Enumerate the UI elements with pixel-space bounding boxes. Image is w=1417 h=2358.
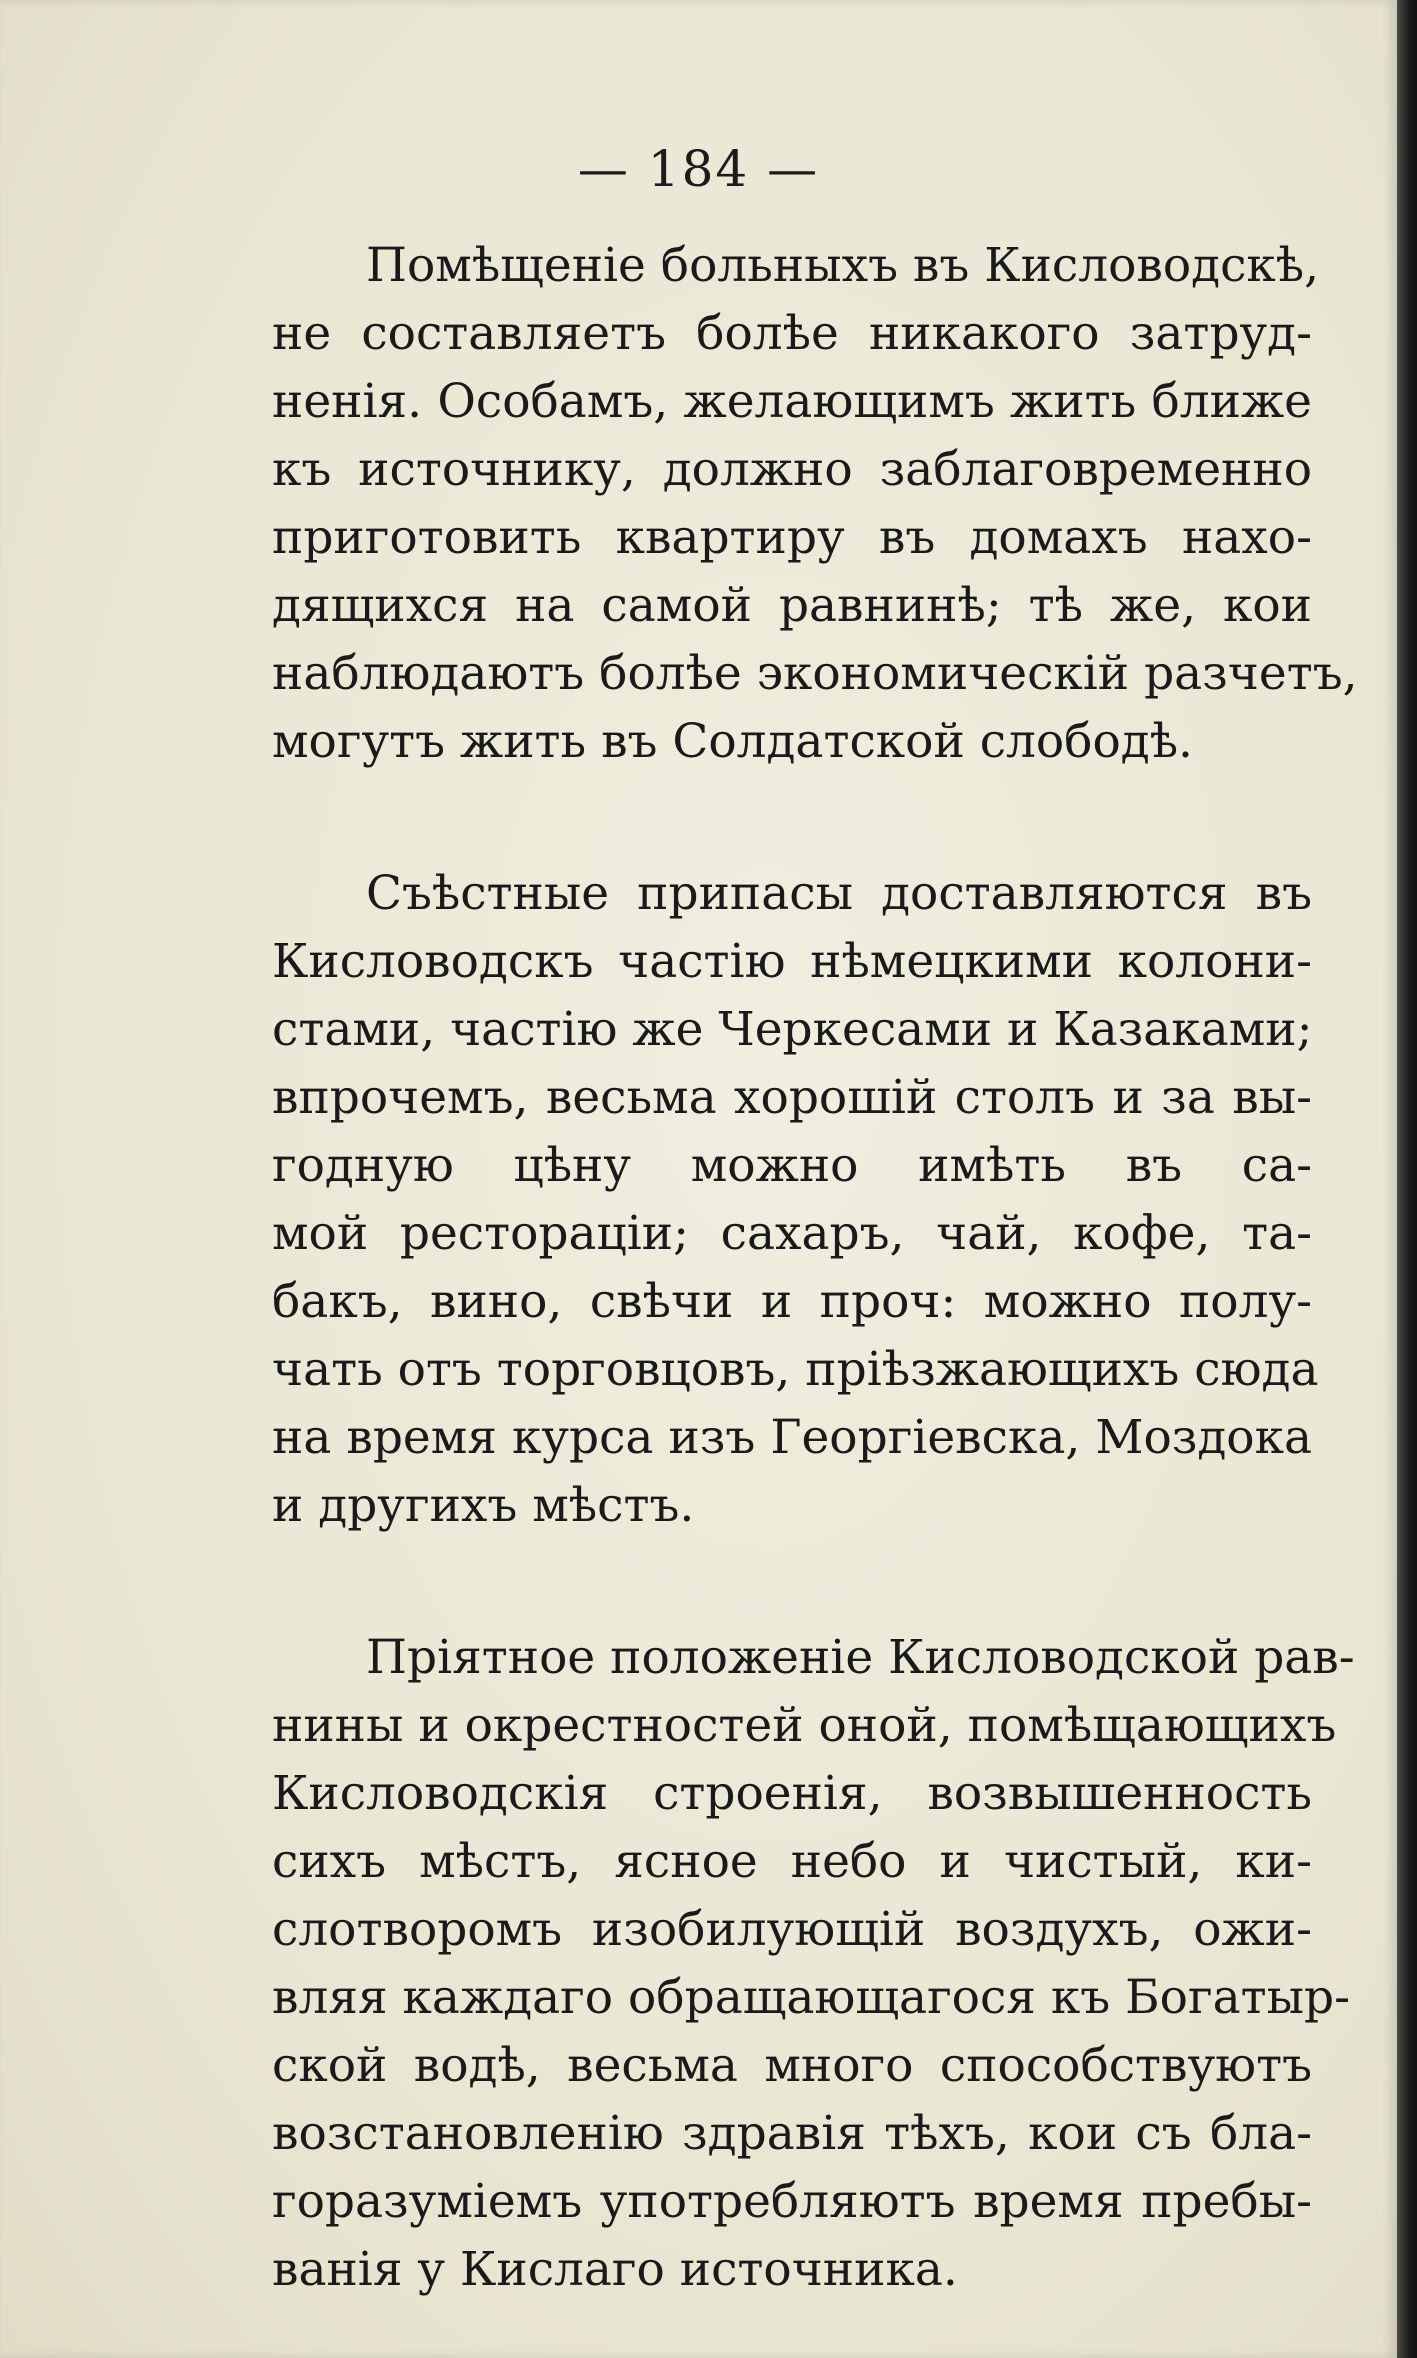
text-line: на время курса изъ Георгіевска, Моздока [272,1410,1312,1465]
text-line: горазуміемъ употребляютъ время пребы- [272,2174,1312,2229]
text-line: мой ресторацiи; сахаръ, чай, кофе, та- [272,1206,1312,1261]
paragraph [272,1624,1355,2304]
text-line: Кисловодскія строенія, возвышенность [272,1766,1312,1821]
paragraph [272,232,1358,776]
text-line: бакъ, вино, свѣчи и проч: можно полу- [272,1274,1312,1329]
text-line: чать отъ торговцовъ, пріѣзжающихъ сюда [272,1342,1319,1397]
text-line: и другихъ мѣстъ. [272,1478,695,1533]
text-line: къ источнику, должно заблаговременно [272,442,1312,497]
text-line: Помѣщеніе больныхъ въ Кисловодскѣ, [366,238,1320,293]
text-line: ненія. Особамъ, желающимъ жить ближе [272,374,1312,429]
text-line: дящихся на самой равнинѣ; тѣ же, кои [272,578,1312,633]
text-line: приготовить квартиру въ домахъ нахо- [272,510,1312,565]
text-line: годную цѣну можно имѣть въ са- [272,1138,1312,1193]
text-line: не составляетъ болѣе никакого затруд- [272,306,1312,361]
text-line: нины и окрестностей оной, помѣщающихъ [272,1698,1337,1753]
text-line: стами, частію же Черкесами и Казаками; [272,1002,1313,1057]
text-line: сихъ мѣстъ, ясное небо и чистый, ки- [272,1834,1312,1889]
text-line: Съѣстные припасы доставляются въ [366,866,1312,921]
text-line: наблюдаютъ болѣе экономическій разчетъ, [272,646,1358,701]
text-line: Пріятное положеніе Кисловодской рав- [366,1630,1355,1685]
page-number: — 184 — [577,140,820,198]
text-line: Кисловодскъ частію нѣмецкими колони- [272,934,1312,989]
body-text [272,232,1358,2304]
book-edge [1397,0,1417,2358]
text-line: впрочемъ, весьма хорошій столъ и за вы- [272,1070,1312,1125]
text-line: вляя каждаго обращающагося къ Богатыр- [272,1970,1350,2025]
text-line: ской водѣ, весьма много способствуютъ [272,2038,1312,2093]
text-line: могутъ жить въ Солдатской слободѣ. [272,714,1193,769]
text-line: слотворомъ изобилующій воздухъ, ожи- [272,1902,1312,1957]
text-line: возстановленію здравія тѣхъ, кои съ бла- [272,2106,1312,2161]
paragraph [272,860,1319,1540]
text-line: ванія у Кислаго источника. [272,2242,958,2297]
